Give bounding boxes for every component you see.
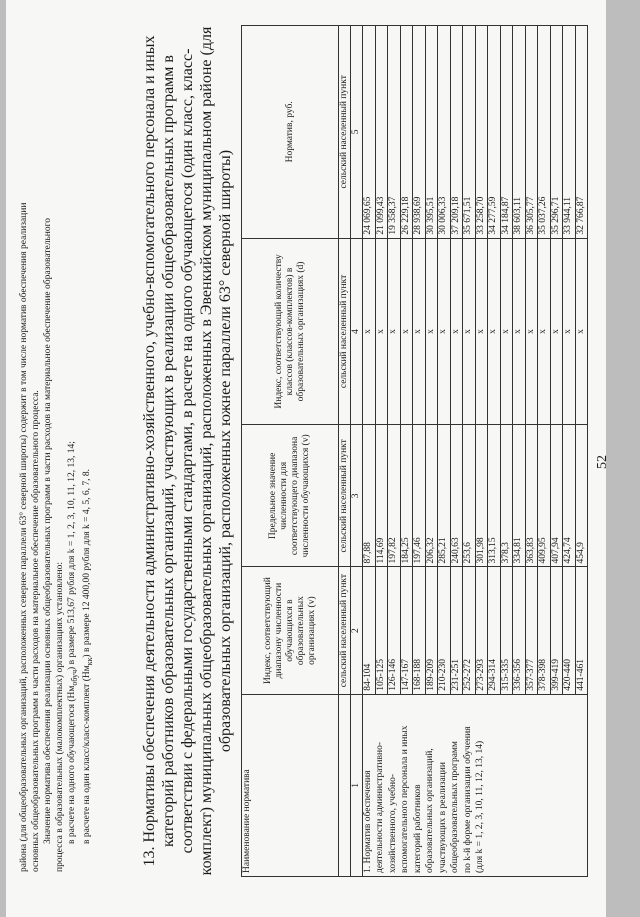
section-heading: 13. Нормативы обеспечения деятельности административно-хозяйственного, учебно-вспомогательного персонала и иных категорий работников образовательных организаций, участвующих в реализации общеобразовательных программ в соответствии с федеральными государственными стандартами, в расчете на одного обучающегося (один класс, класс-комплект) муниципальных общеобразовательных организаций, расположенных в Эвенкийском муниципальном районе (для образовательных организаций, расположенных южнее параллели 63° северной широты) [141,26,234,876]
norm-name-line: вспомогательного персонала и иных [400,694,413,876]
intro-line: основных общеобразовательных программ в части расходов на материальное обеспечение образовательного процесса. [31,390,41,872]
row-norm-cell: 21 099,43 [375,26,388,239]
header-cell: Предельное значение численности для соответствующего диапазона численности обучающихся (v) [242,425,339,567]
row-d-cell: х [400,238,413,425]
row-index-cell: 441-461 [575,567,588,694]
header-cell [339,694,351,876]
row-d-cell: х [425,238,438,425]
column-number: 2 [351,567,363,694]
row-d-cell: х [525,238,538,425]
table-row [463,26,476,877]
row-limit-cell: 407,94 [550,425,563,567]
row-limit-cell: 87,88 [363,425,376,567]
norm-name-line [575,694,588,876]
row-norm-cell: 35 296,71 [550,26,563,239]
table-row [438,26,451,877]
row-norm-cell: 35 671,51 [463,26,476,239]
row-index-cell: 378-398 [538,567,551,694]
intro-line: Значение норматива обеспечения реализации основных общеобразовательных программ в части расходов на материальное обеспечение образовательного [43,217,53,844]
row-limit-cell: 454,9 [575,425,588,567]
row-index-cell: 126-146 [388,567,401,694]
row-norm-cell: 32 766,87 [575,26,588,239]
row-index-cell: 84-104 [363,567,376,694]
row-limit-cell: 313,15 [488,425,501,567]
row-d-cell: х [488,238,501,425]
intro-line-per-class: в расчете на один класс/класс-комплект $(Нм_{кк})$ в размере 12 400,00 рубля для k = 4, 5, 6, 7, 8. [81,469,94,844]
row-d-cell: х [563,238,576,425]
table-row [575,26,588,877]
settlement-label: сельский населенный пункт [339,425,351,567]
table-row [513,26,526,877]
row-norm-cell: 24 069,65 [363,26,376,239]
row-d-cell: х [363,238,376,425]
row-limit-cell: 285,21 [438,425,451,567]
row-index-cell: 315-335 [500,567,513,694]
row-norm-cell: 37 209,18 [450,26,463,239]
table-row [400,26,413,877]
table-row [525,26,538,877]
row-d-cell: х [475,238,488,425]
row-d-cell: х [375,238,388,425]
table-row [563,26,576,877]
norm-name-line [500,694,513,876]
norm-name-line: (для k = 1, 2, 3, 10, 11, 12, 13, 14) [475,694,488,876]
norm-name-line: по k-й форме организации обучения [463,694,476,876]
row-norm-cell: 30 395,51 [425,26,438,239]
row-index-cell: 252-272 [463,567,476,694]
row-norm-cell: 19 358,37 [388,26,401,239]
column-number: 1 [351,694,363,876]
norm-name-line: хозяйственного, учебно- [388,694,401,876]
row-limit-cell: 240,63 [450,425,463,567]
table-row [413,26,426,877]
table-row [538,26,551,877]
row-d-cell: х [413,238,426,425]
table-row [550,26,563,877]
table-row [425,26,438,877]
row-limit-cell: 334,81 [513,425,526,567]
row-norm-cell: 34 277,59 [488,26,501,239]
column-number: 3 [351,425,363,567]
norm-name-line: общеобразовательных программ [450,694,463,876]
row-index-cell: 294-314 [488,567,501,694]
row-limit-cell: 363,83 [525,425,538,567]
table-row [488,26,501,877]
intro-line: района (для общеобразовательных организаций, расположенных севернее параллели 63° северной широты) содержит в том числе норматив обеспечения реализации [19,202,29,872]
row-norm-cell: 38 603,11 [513,26,526,239]
row-norm-cell: 30 006,33 [438,26,451,239]
norm-name-line [538,694,551,876]
norm-name-line: 1. Норматив обеспечения [363,694,376,876]
row-norm-cell: 36 305,77 [525,26,538,239]
settlement-label: сельский населенный пункт [339,26,351,239]
scanned-page [6,0,610,917]
settlement-row [339,26,351,877]
norms-table [241,25,588,877]
table-row [450,26,463,877]
row-d-cell: х [463,238,476,425]
table-row [363,26,376,877]
row-limit-cell: 409,95 [538,425,551,567]
row-index-cell: 210-230 [438,567,451,694]
row-d-cell: х [513,238,526,425]
norm-name-line [525,694,538,876]
row-d-cell: х [575,238,588,425]
intro-line: процесса в образовательных (малокомплектных) организациях установлено: [55,561,65,872]
column-number: 4 [351,238,363,425]
row-d-cell: х [388,238,401,425]
row-d-cell: х [550,238,563,425]
row-limit-cell: 197,82 [388,425,401,567]
row-index-cell: 168-188 [413,567,426,694]
row-limit-cell: 114,69 [375,425,388,567]
header-cell: Индекс, соответствующий количеству классов (классов-комплектов) в образовательных организациях (d) [242,238,339,425]
row-limit-cell: 206,32 [425,425,438,567]
row-limit-cell: 253,6 [463,425,476,567]
row-index-cell: 399-419 [550,567,563,694]
norm-name-line: деятельности административно- [375,694,388,876]
row-d-cell: х [438,238,451,425]
row-limit-cell: 184,25 [400,425,413,567]
page-number: 52 [595,455,610,469]
row-d-cell: х [538,238,551,425]
row-norm-cell: 33 258,70 [475,26,488,239]
row-index-cell: 147-167 [400,567,413,694]
norm-name-line [488,694,501,876]
table-header-row [242,26,339,877]
settlement-label: сельский населенный пункт [339,238,351,425]
norm-name-line [550,694,563,876]
row-norm-cell: 26 229,18 [400,26,413,239]
row-index-cell: 231-251 [450,567,463,694]
table-row [388,26,401,877]
norm-name-line [513,694,526,876]
row-limit-cell: 301,98 [475,425,488,567]
row-norm-cell: 34 184,87 [500,26,513,239]
row-norm-cell: 35 037,26 [538,26,551,239]
table-row [475,26,488,877]
header-cell: Индекс, соответствующий диапазону численности обучающихся в образовательных организациях (v) [242,567,339,694]
column-number: 5 [351,26,363,239]
row-limit-cell: 424,74 [563,425,576,567]
row-d-cell: х [450,238,463,425]
header-cell: Наименование норматива [242,694,339,876]
table-row [500,26,513,877]
rotated-document [12,10,612,907]
column-number-row [351,26,363,877]
row-norm-cell: 28 938,69 [413,26,426,239]
intro-line-per-student: в расчете на одного обучающегося $(Нм_{обуч})$ в размере 513,67 рубля для k = 1, 2, 3, 10, 11, 12, 13, 14; [67,441,79,844]
intro-text [18,20,96,872]
norm-name-line: участвующих в реализации [438,694,451,876]
norm-name-line: категорий работников [413,694,426,876]
settlement-label: сельский населенный пункт [339,567,351,694]
row-limit-cell: 378,3 [500,425,513,567]
row-d-cell: х [500,238,513,425]
row-index-cell: 105-125 [375,567,388,694]
row-index-cell: 336-356 [513,567,526,694]
row-norm-cell: 33 944,11 [563,26,576,239]
row-limit-cell: 197,46 [413,425,426,567]
row-index-cell: 420-440 [563,567,576,694]
norm-name-line: образовательных организаций, [425,694,438,876]
row-index-cell: 357-377 [525,567,538,694]
table-row [375,26,388,877]
row-index-cell: 273-293 [475,567,488,694]
header-cell: Норматив, руб. [242,26,339,239]
row-index-cell: 189-209 [425,567,438,694]
norm-name-line [563,694,576,876]
